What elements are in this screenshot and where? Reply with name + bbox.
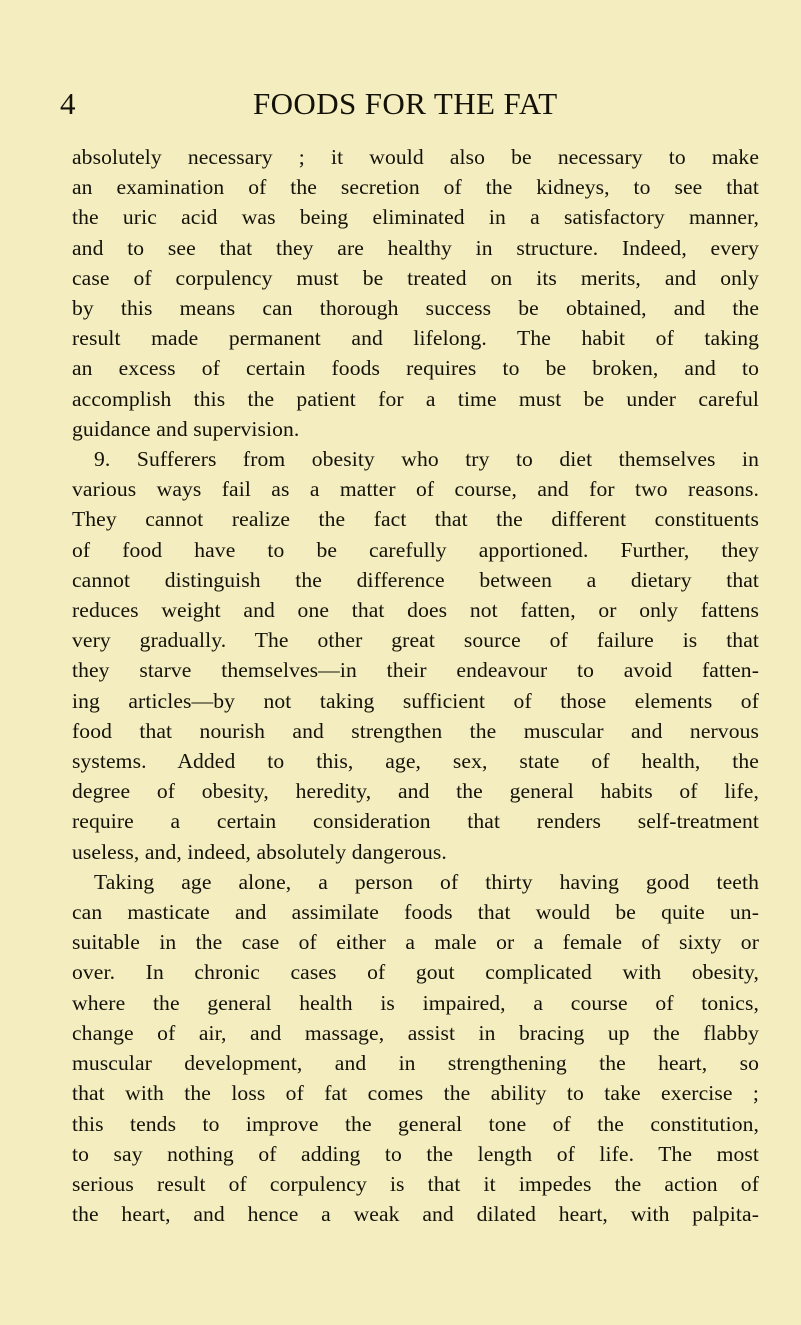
text-line: an examination of the secretion of the kidneys, to see that: [72, 175, 759, 200]
text-line: 9. Sufferers from obesity who try to diet themselves in: [94, 447, 759, 472]
text-line: various ways fail as a matter of course, and for two reasons.: [72, 477, 759, 502]
text-line: can masticate and assimilate foods that would be quite un-: [72, 900, 759, 925]
text-line: They cannot realize the fact that the different constituents: [72, 507, 759, 532]
text-line: an excess of certain foods requires to be broken, and to: [72, 356, 759, 381]
text-line: serious result of corpulency is that it impedes the action of: [72, 1171, 759, 1196]
text-line: where the general health is impaired, a course of tonics,: [72, 990, 759, 1015]
text-line: the heart, and hence a weak and dilated heart, with palpita-: [72, 1202, 759, 1227]
running-head: [0, 86, 801, 122]
text-line: useless, and, indeed, absolutely dangerous.: [72, 839, 447, 864]
text-line: require a certain consideration that renders self-treatment: [72, 809, 759, 834]
text-line: Taking age alone, a person of thirty having good teeth: [94, 869, 759, 894]
text-line: this tends to improve the general tone of the constitution,: [72, 1111, 759, 1136]
text-line: case of corpulency must be treated on its merits, and only: [72, 265, 759, 290]
paragraph-1: [72, 142, 759, 444]
text-line: over. In chronic cases of gout complicated with obesity,: [72, 960, 759, 985]
text-line: reduces weight and one that does not fatten, or only fattens: [72, 598, 759, 623]
text-line: systems. Added to this, age, sex, state of health, the: [72, 749, 759, 774]
text-line: and to see that they are healthy in structure. Indeed, every: [72, 235, 759, 260]
text-line: food that nourish and strengthen the muscular and nervous: [72, 718, 759, 743]
text-line: of food have to be carefully apportioned. Further, they: [72, 537, 759, 562]
text-line: to say nothing of adding to the length of life. The most: [72, 1141, 759, 1166]
text-line: change of air, and massage, assist in bracing up the flabby: [72, 1020, 759, 1045]
text-line: ing articles—by not taking sufficient of those elements of: [72, 688, 759, 713]
page-number: 4: [60, 86, 76, 121]
paragraph-3: [72, 867, 759, 1229]
text-line: suitable in the case of either a male or a female of sixty or: [72, 930, 759, 955]
text-line: that with the loss of fat comes the ability to take exercise ;: [72, 1081, 759, 1106]
text-line: the uric acid was being eliminated in a satisfactory manner,: [72, 205, 759, 230]
running-head-title: FOODS FOR THE FAT: [253, 86, 558, 121]
text-line: cannot distinguish the difference between a dietary that: [72, 567, 759, 592]
text-line: accomplish this the patient for a time must be under careful: [72, 386, 759, 411]
text-line: very gradually. The other great source of failure is that: [72, 628, 759, 653]
text-line: degree of obesity, heredity, and the general habits of life,: [72, 779, 759, 804]
text-line: absolutely necessary ; it would also be necessary to make: [72, 145, 759, 169]
body-text: [72, 142, 759, 1229]
text-line: they starve themselves—in their endeavour to avoid fatten-: [72, 658, 759, 683]
text-line: muscular development, and in strengthening the heart, so: [72, 1051, 759, 1076]
text-line: guidance and supervision.: [72, 416, 300, 441]
text-line: by this means can thorough success be obtained, and the: [72, 296, 759, 321]
paragraph-2: [72, 444, 759, 867]
text-line: result made permanent and lifelong. The habit of taking: [72, 326, 759, 351]
